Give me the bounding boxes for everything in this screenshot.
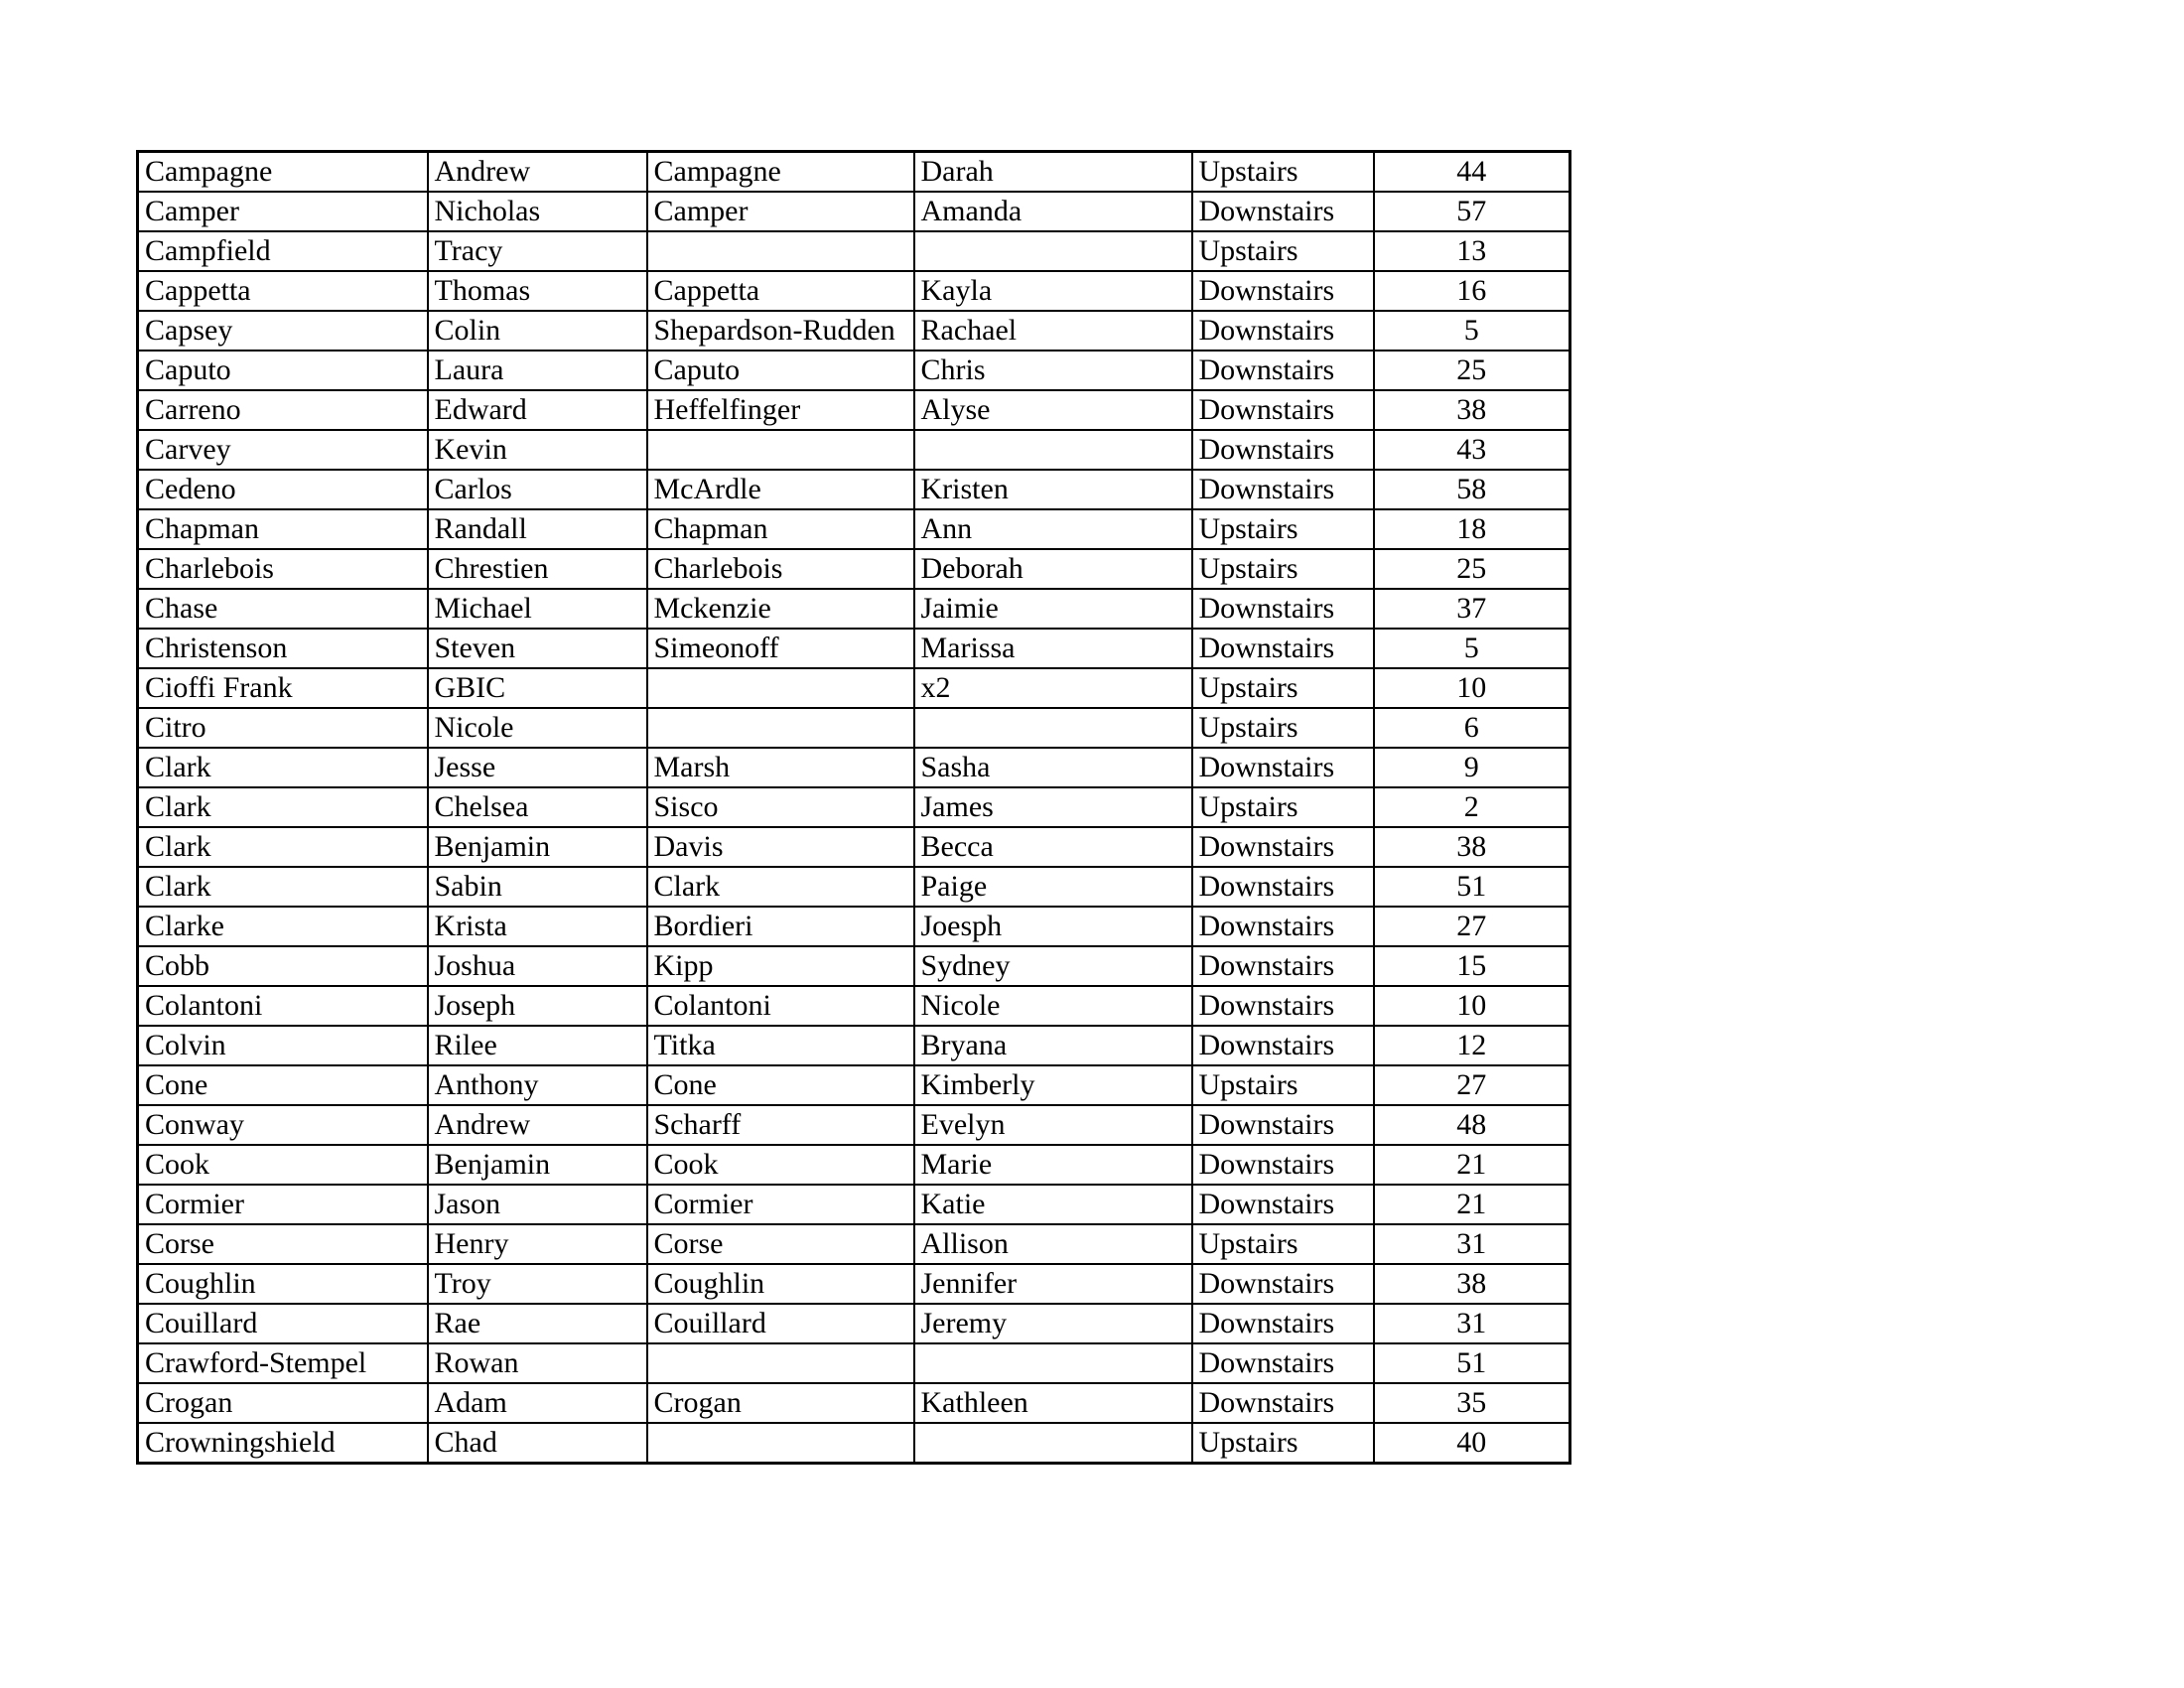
table-number-cell: 35: [1374, 1383, 1570, 1423]
location-cell: Downstairs: [1192, 1185, 1374, 1224]
location-cell: Upstairs: [1192, 231, 1374, 271]
last-name-cell: Campfield: [138, 231, 428, 271]
location-cell: Upstairs: [1192, 152, 1374, 193]
guest-first-name-cell: Becca: [914, 827, 1192, 867]
last-name-cell: Cormier: [138, 1185, 428, 1224]
location-cell: Downstairs: [1192, 351, 1374, 390]
last-name-cell: Campagne: [138, 152, 428, 193]
table-number-cell: 21: [1374, 1145, 1570, 1185]
last-name-cell: Colantoni: [138, 986, 428, 1026]
last-name-cell: Coughlin: [138, 1264, 428, 1304]
guest-first-name-cell: Bryana: [914, 1026, 1192, 1065]
last-name-cell: Capsey: [138, 311, 428, 351]
first-name-cell: Chrestien: [428, 549, 647, 589]
guest-last-name-cell: Chapman: [647, 509, 914, 549]
table-number-cell: 16: [1374, 271, 1570, 311]
guest-first-name-cell: Deborah: [914, 549, 1192, 589]
last-name-cell: Corse: [138, 1224, 428, 1264]
table-number-cell: 40: [1374, 1423, 1570, 1464]
last-name-cell: Cobb: [138, 946, 428, 986]
guest-first-name-cell: Evelyn: [914, 1105, 1192, 1145]
table-row: [138, 787, 1570, 827]
last-name-cell: Cook: [138, 1145, 428, 1185]
table-row: [138, 668, 1570, 708]
first-name-cell: Benjamin: [428, 1145, 647, 1185]
table-row: [138, 509, 1570, 549]
table-number-cell: 51: [1374, 1343, 1570, 1383]
first-name-cell: Andrew: [428, 152, 647, 193]
guest-last-name-cell: Heffelfinger: [647, 390, 914, 430]
guest-first-name-cell: Kayla: [914, 271, 1192, 311]
guest-last-name-cell: Colantoni: [647, 986, 914, 1026]
guest-last-name-cell: Kipp: [647, 946, 914, 986]
table-body: [138, 152, 1570, 1464]
location-cell: Downstairs: [1192, 1383, 1374, 1423]
table-row: [138, 1065, 1570, 1105]
last-name-cell: Charlebois: [138, 549, 428, 589]
guest-last-name-cell: [647, 1343, 914, 1383]
guest-first-name-cell: Jeremy: [914, 1304, 1192, 1343]
guest-last-name-cell: Cormier: [647, 1185, 914, 1224]
guest-first-name-cell: Kristen: [914, 470, 1192, 509]
location-cell: Downstairs: [1192, 1304, 1374, 1343]
last-name-cell: Couillard: [138, 1304, 428, 1343]
table-number-cell: 9: [1374, 748, 1570, 787]
table-number-cell: 37: [1374, 589, 1570, 629]
first-name-cell: Nicholas: [428, 192, 647, 231]
last-name-cell: Crogan: [138, 1383, 428, 1423]
last-name-cell: Caputo: [138, 351, 428, 390]
table-row: [138, 351, 1570, 390]
guest-first-name-cell: Marie: [914, 1145, 1192, 1185]
guest-last-name-cell: Mckenzie: [647, 589, 914, 629]
table-number-cell: 18: [1374, 509, 1570, 549]
table-number-cell: 38: [1374, 827, 1570, 867]
first-name-cell: Jason: [428, 1185, 647, 1224]
guest-last-name-cell: Shepardson-Rudden: [647, 311, 914, 351]
guest-first-name-cell: Alyse: [914, 390, 1192, 430]
table-row: [138, 1145, 1570, 1185]
table-row: [138, 231, 1570, 271]
last-name-cell: Cedeno: [138, 470, 428, 509]
last-name-cell: Clark: [138, 748, 428, 787]
last-name-cell: Carvey: [138, 430, 428, 470]
location-cell: Downstairs: [1192, 946, 1374, 986]
location-cell: Upstairs: [1192, 1065, 1374, 1105]
table-row: [138, 629, 1570, 668]
guest-last-name-cell: Corse: [647, 1224, 914, 1264]
location-cell: Upstairs: [1192, 549, 1374, 589]
guest-last-name-cell: Davis: [647, 827, 914, 867]
guest-first-name-cell: Sasha: [914, 748, 1192, 787]
guest-last-name-cell: Crogan: [647, 1383, 914, 1423]
location-cell: Downstairs: [1192, 1264, 1374, 1304]
table-number-cell: 38: [1374, 390, 1570, 430]
table-number-cell: 31: [1374, 1304, 1570, 1343]
first-name-cell: GBIC: [428, 668, 647, 708]
first-name-cell: Troy: [428, 1264, 647, 1304]
table-row: [138, 271, 1570, 311]
table-row: [138, 589, 1570, 629]
guest-first-name-cell: Jennifer: [914, 1264, 1192, 1304]
last-name-cell: Citro: [138, 708, 428, 748]
location-cell: Downstairs: [1192, 1105, 1374, 1145]
guest-last-name-cell: [647, 231, 914, 271]
first-name-cell: Henry: [428, 1224, 647, 1264]
guest-first-name-cell: Kimberly: [914, 1065, 1192, 1105]
first-name-cell: Krista: [428, 907, 647, 946]
first-name-cell: Carlos: [428, 470, 647, 509]
table-number-cell: 12: [1374, 1026, 1570, 1065]
table-number-cell: 51: [1374, 867, 1570, 907]
guest-first-name-cell: [914, 231, 1192, 271]
location-cell: Upstairs: [1192, 1423, 1374, 1464]
guest-last-name-cell: Cone: [647, 1065, 914, 1105]
guest-last-name-cell: [647, 430, 914, 470]
guest-last-name-cell: Charlebois: [647, 549, 914, 589]
first-name-cell: Adam: [428, 1383, 647, 1423]
table-number-cell: 13: [1374, 231, 1570, 271]
location-cell: Upstairs: [1192, 1224, 1374, 1264]
first-name-cell: Edward: [428, 390, 647, 430]
last-name-cell: Clark: [138, 787, 428, 827]
table-number-cell: 43: [1374, 430, 1570, 470]
guest-first-name-cell: Katie: [914, 1185, 1192, 1224]
last-name-cell: Crowningshield: [138, 1423, 428, 1464]
first-name-cell: Kevin: [428, 430, 647, 470]
guest-last-name-cell: [647, 668, 914, 708]
location-cell: Upstairs: [1192, 668, 1374, 708]
location-cell: Downstairs: [1192, 986, 1374, 1026]
table-row: [138, 986, 1570, 1026]
guest-last-name-cell: Clark: [647, 867, 914, 907]
first-name-cell: Joseph: [428, 986, 647, 1026]
last-name-cell: Colvin: [138, 1026, 428, 1065]
location-cell: Downstairs: [1192, 907, 1374, 946]
last-name-cell: Crawford-Stempel: [138, 1343, 428, 1383]
table-row: [138, 1423, 1570, 1464]
guest-first-name-cell: Marissa: [914, 629, 1192, 668]
table-row: [138, 907, 1570, 946]
table-number-cell: 58: [1374, 470, 1570, 509]
table-row: [138, 708, 1570, 748]
table-number-cell: 25: [1374, 351, 1570, 390]
table-row: [138, 1105, 1570, 1145]
guest-table: [136, 150, 1571, 1465]
last-name-cell: Conway: [138, 1105, 428, 1145]
table-number-cell: 10: [1374, 668, 1570, 708]
guest-first-name-cell: [914, 430, 1192, 470]
location-cell: Downstairs: [1192, 589, 1374, 629]
table-number-cell: 6: [1374, 708, 1570, 748]
guest-last-name-cell: Sisco: [647, 787, 914, 827]
first-name-cell: Rowan: [428, 1343, 647, 1383]
guest-last-name-cell: Couillard: [647, 1304, 914, 1343]
table-number-cell: 27: [1374, 907, 1570, 946]
location-cell: Downstairs: [1192, 748, 1374, 787]
first-name-cell: Nicole: [428, 708, 647, 748]
guest-last-name-cell: Cook: [647, 1145, 914, 1185]
first-name-cell: Chelsea: [428, 787, 647, 827]
table-row: [138, 152, 1570, 193]
table-row: [138, 748, 1570, 787]
location-cell: Downstairs: [1192, 1343, 1374, 1383]
guest-first-name-cell: Paige: [914, 867, 1192, 907]
location-cell: Downstairs: [1192, 867, 1374, 907]
last-name-cell: Clarke: [138, 907, 428, 946]
guest-last-name-cell: Titka: [647, 1026, 914, 1065]
location-cell: Upstairs: [1192, 509, 1374, 549]
table-number-cell: 25: [1374, 549, 1570, 589]
location-cell: Downstairs: [1192, 271, 1374, 311]
location-cell: Downstairs: [1192, 430, 1374, 470]
first-name-cell: Colin: [428, 311, 647, 351]
guest-first-name-cell: James: [914, 787, 1192, 827]
first-name-cell: Thomas: [428, 271, 647, 311]
guest-first-name-cell: Allison: [914, 1224, 1192, 1264]
first-name-cell: Joshua: [428, 946, 647, 986]
table-row: [138, 1185, 1570, 1224]
guest-first-name-cell: [914, 708, 1192, 748]
table-row: [138, 470, 1570, 509]
table-row: [138, 1224, 1570, 1264]
first-name-cell: Anthony: [428, 1065, 647, 1105]
table-row: [138, 827, 1570, 867]
table-row: [138, 430, 1570, 470]
table-row: [138, 1383, 1570, 1423]
location-cell: Upstairs: [1192, 708, 1374, 748]
first-name-cell: Jesse: [428, 748, 647, 787]
guest-first-name-cell: [914, 1423, 1192, 1464]
table-number-cell: 5: [1374, 311, 1570, 351]
first-name-cell: Michael: [428, 589, 647, 629]
table-number-cell: 31: [1374, 1224, 1570, 1264]
table-row: [138, 1343, 1570, 1383]
table-number-cell: 27: [1374, 1065, 1570, 1105]
guest-last-name-cell: [647, 1423, 914, 1464]
table-number-cell: 2: [1374, 787, 1570, 827]
guest-first-name-cell: Sydney: [914, 946, 1192, 986]
table-number-cell: 38: [1374, 1264, 1570, 1304]
first-name-cell: Sabin: [428, 867, 647, 907]
guest-first-name-cell: Kathleen: [914, 1383, 1192, 1423]
location-cell: Downstairs: [1192, 470, 1374, 509]
first-name-cell: Randall: [428, 509, 647, 549]
guest-first-name-cell: Chris: [914, 351, 1192, 390]
guest-first-name-cell: Jaimie: [914, 589, 1192, 629]
table-number-cell: 10: [1374, 986, 1570, 1026]
last-name-cell: Cappetta: [138, 271, 428, 311]
table-row: [138, 946, 1570, 986]
location-cell: Downstairs: [1192, 311, 1374, 351]
guest-last-name-cell: Cappetta: [647, 271, 914, 311]
last-name-cell: Cone: [138, 1065, 428, 1105]
last-name-cell: Chase: [138, 589, 428, 629]
guest-last-name-cell: Bordieri: [647, 907, 914, 946]
table-row: [138, 1304, 1570, 1343]
location-cell: Downstairs: [1192, 1145, 1374, 1185]
table-number-cell: 21: [1374, 1185, 1570, 1224]
guest-first-name-cell: Joesph: [914, 907, 1192, 946]
last-name-cell: Clark: [138, 827, 428, 867]
guest-last-name-cell: Coughlin: [647, 1264, 914, 1304]
location-cell: Downstairs: [1192, 390, 1374, 430]
table-number-cell: 5: [1374, 629, 1570, 668]
location-cell: Upstairs: [1192, 787, 1374, 827]
last-name-cell: Camper: [138, 192, 428, 231]
last-name-cell: Carreno: [138, 390, 428, 430]
first-name-cell: Andrew: [428, 1105, 647, 1145]
first-name-cell: Tracy: [428, 231, 647, 271]
guest-first-name-cell: x2: [914, 668, 1192, 708]
first-name-cell: Rae: [428, 1304, 647, 1343]
first-name-cell: Steven: [428, 629, 647, 668]
last-name-cell: Clark: [138, 867, 428, 907]
last-name-cell: Cioffi Frank: [138, 668, 428, 708]
table-row: [138, 549, 1570, 589]
table-number-cell: 15: [1374, 946, 1570, 986]
guest-first-name-cell: [914, 1343, 1192, 1383]
guest-first-name-cell: Rachael: [914, 311, 1192, 351]
table-row: [138, 192, 1570, 231]
guest-first-name-cell: Darah: [914, 152, 1192, 193]
guest-last-name-cell: Simeonoff: [647, 629, 914, 668]
table-number-cell: 44: [1374, 152, 1570, 193]
table-row: [138, 867, 1570, 907]
guest-last-name-cell: Marsh: [647, 748, 914, 787]
first-name-cell: Benjamin: [428, 827, 647, 867]
table-row: [138, 311, 1570, 351]
first-name-cell: Chad: [428, 1423, 647, 1464]
location-cell: Downstairs: [1192, 1026, 1374, 1065]
location-cell: Downstairs: [1192, 192, 1374, 231]
location-cell: Downstairs: [1192, 629, 1374, 668]
last-name-cell: Christenson: [138, 629, 428, 668]
guest-last-name-cell: Caputo: [647, 351, 914, 390]
table-row: [138, 1264, 1570, 1304]
guest-last-name-cell: [647, 708, 914, 748]
guest-first-name-cell: Amanda: [914, 192, 1192, 231]
guest-last-name-cell: Campagne: [647, 152, 914, 193]
guest-last-name-cell: McArdle: [647, 470, 914, 509]
table-row: [138, 1026, 1570, 1065]
guest-first-name-cell: Nicole: [914, 986, 1192, 1026]
guest-last-name-cell: Scharff: [647, 1105, 914, 1145]
table-number-cell: 48: [1374, 1105, 1570, 1145]
location-cell: Downstairs: [1192, 827, 1374, 867]
table-row: [138, 390, 1570, 430]
last-name-cell: Chapman: [138, 509, 428, 549]
first-name-cell: Rilee: [428, 1026, 647, 1065]
table-number-cell: 57: [1374, 192, 1570, 231]
guest-last-name-cell: Camper: [647, 192, 914, 231]
first-name-cell: Laura: [428, 351, 647, 390]
guest-first-name-cell: Ann: [914, 509, 1192, 549]
